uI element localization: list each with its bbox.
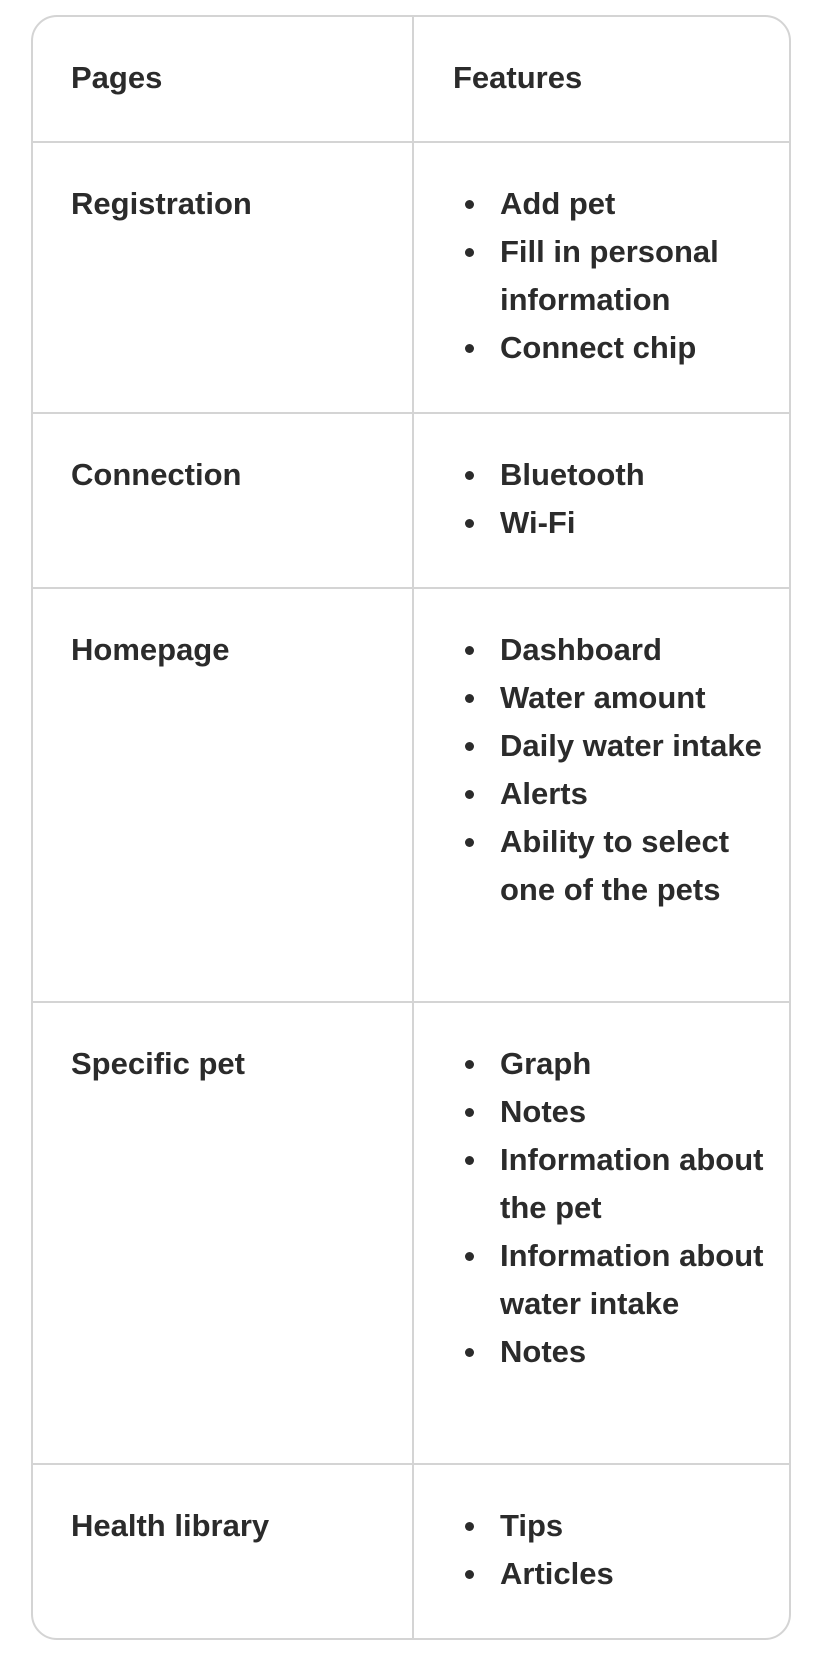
feature-item: Bluetooth [463,451,771,499]
features-cell [413,413,791,588]
page-name-cell: Health library [33,1464,413,1640]
feature-item: Notes [463,1328,771,1376]
pages-features-table [31,15,791,1640]
feature-item: Alerts [463,770,771,818]
feature-item: Articles [463,1550,771,1598]
features-cell [413,142,791,413]
table-header-row [33,17,791,142]
page-name-cell: Registration [33,142,413,413]
table [33,17,791,1640]
feature-item: Dashboard [463,626,771,674]
feature-item: Wi-Fi [463,499,771,547]
feature-item: Information about the pet [463,1136,771,1232]
table-row [33,142,791,413]
table-row [33,1464,791,1640]
feature-item: Graph [463,1040,771,1088]
feature-list [463,451,771,547]
table-row [33,1002,791,1464]
feature-item: Water amount [463,674,771,722]
features-cell [413,1002,791,1464]
table-row [33,413,791,588]
feature-item: Fill in personal information [463,228,771,324]
features-cell [413,588,791,1002]
header-features: Features [413,17,791,142]
table-row [33,588,791,1002]
feature-item: Information about water intake [463,1232,771,1328]
feature-list [463,1040,771,1376]
feature-item: Add pet [463,180,771,228]
page-name-cell: Specific pet [33,1002,413,1464]
feature-list [463,1502,771,1598]
feature-item: Daily water intake [463,722,771,770]
header-pages: Pages [33,17,413,142]
feature-item: Tips [463,1502,771,1550]
feature-item: Connect chip [463,324,771,372]
feature-list [463,180,771,372]
feature-item: Ability to select one of the pets [463,818,771,914]
page-name-cell: Connection [33,413,413,588]
page-name-cell: Homepage [33,588,413,1002]
feature-list [463,626,771,914]
feature-item: Notes [463,1088,771,1136]
features-cell [413,1464,791,1640]
